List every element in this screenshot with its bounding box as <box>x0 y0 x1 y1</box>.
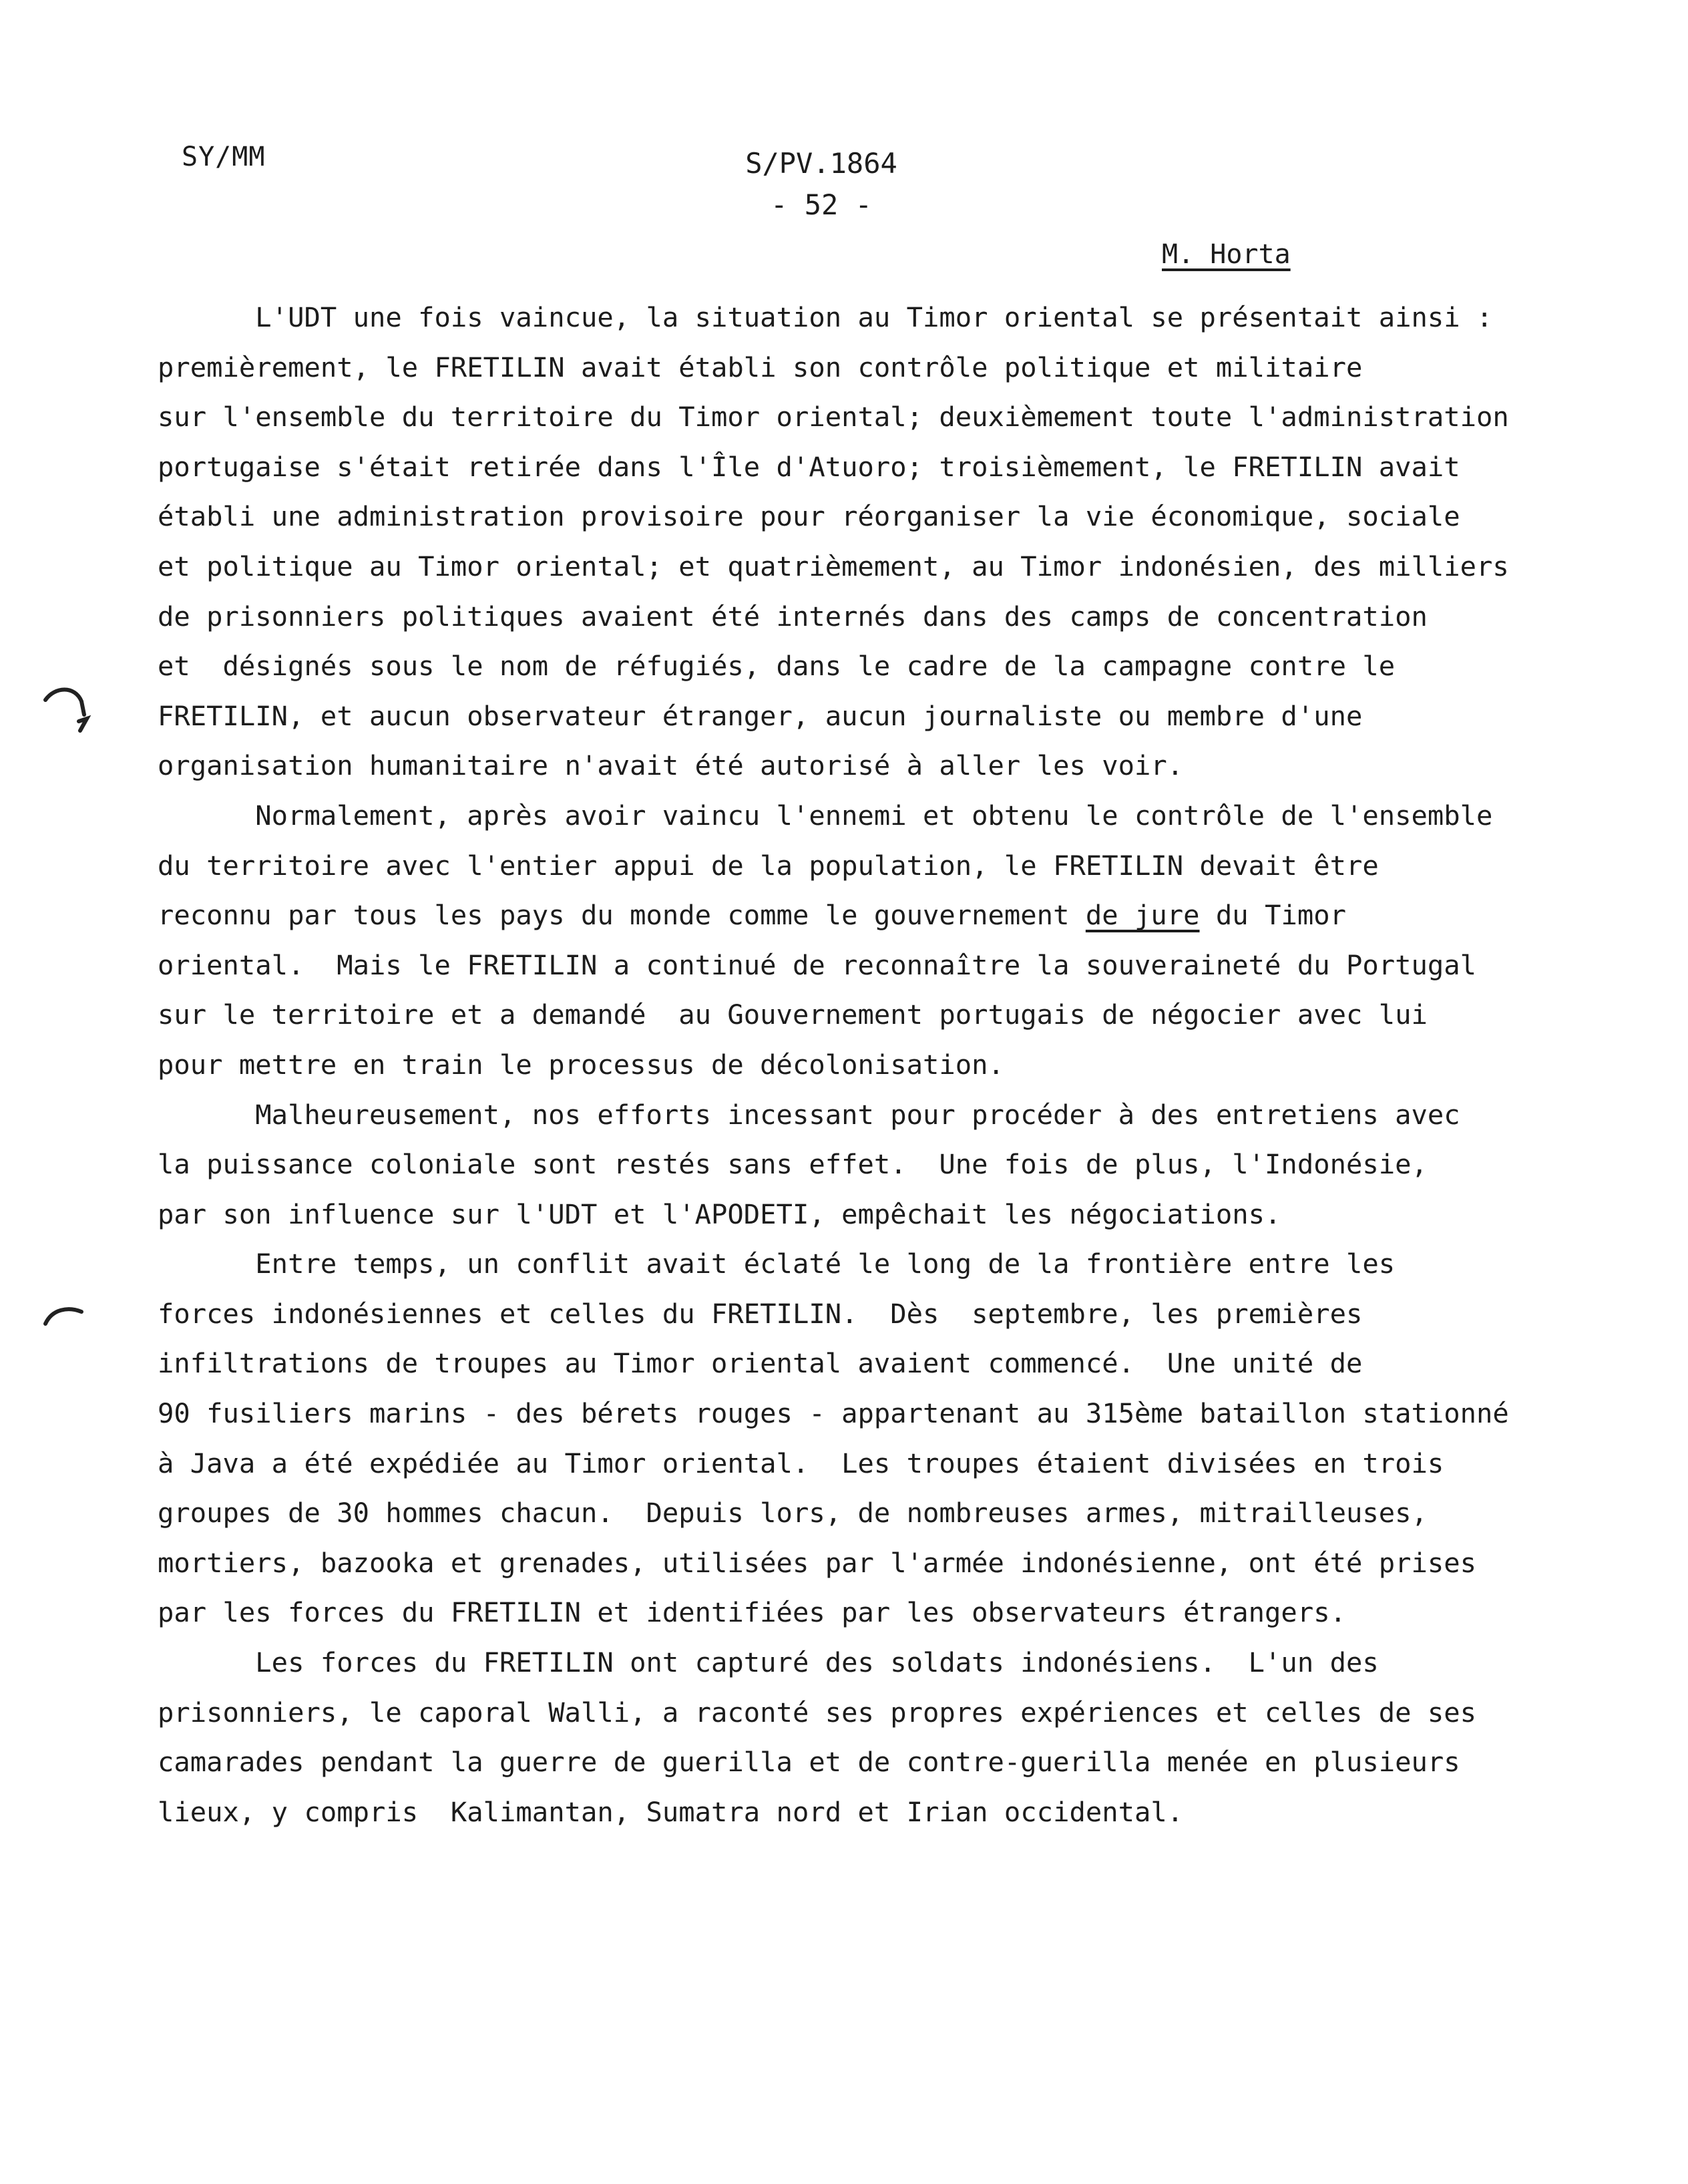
body-text <box>158 293 1560 1837</box>
text-line: sur l'ensemble du territoire du Timor oriental; deuxièmement toute l'administration <box>158 401 1509 433</box>
text-line: Entre temps, un conflit avait éclaté le long de la frontière entre les <box>158 1248 1396 1280</box>
text-line: prisonniers, le caporal Walli, a raconté ses propres expériences et celles de ses <box>158 1696 1477 1728</box>
initials: SY/MM <box>182 142 266 172</box>
margin-bracket-mark-top <box>40 681 93 741</box>
page-number: - 52 - <box>771 188 872 221</box>
text-line: forces indonésiennes et celles du FRETILIN. Dès septembre, les premières <box>158 1297 1363 1330</box>
underlined-term: de jure <box>1085 899 1200 932</box>
text-line: premièrement, le FRETILIN avait établi son contrôle politique et militaire <box>158 351 1363 383</box>
text-line: sur le territoire et a demandé au Gouvernement portugais de négocier avec lui <box>158 998 1428 1031</box>
text-line: de prisonniers politiques avaient été internés dans des camps de concentration <box>158 600 1428 632</box>
text-line: portugaise s'était retirée dans l'Île d'Atuoro; troisièmement, le FRETILIN avait <box>158 450 1460 483</box>
text-line: du territoire avec l'entier appui de la population, le FRETILIN devait être <box>158 849 1379 882</box>
text-line: par son influence sur l'UDT et l'APODETI, empêchait les négociations. <box>158 1198 1281 1230</box>
page-header <box>721 143 921 226</box>
text-line: 90 fusiliers marins - des bérets rouges - appartenant au 315ème bataillon stationné <box>158 1397 1509 1430</box>
text-line-with-emphasis <box>158 890 1560 940</box>
text-line: organisation humanitaire n'avait été autorisé à aller les voir. <box>158 749 1184 782</box>
text-line: pour mettre en train le processus de décolonisation. <box>158 1048 1004 1081</box>
text-line: infiltrations de troupes au Timor oriental avaient commencé. Une unité de <box>158 1347 1363 1380</box>
text-line: à Java a été expédiée au Timor oriental. Les troupes étaient divisées en trois <box>158 1447 1444 1479</box>
speaker-name: M. Horta <box>1162 239 1291 270</box>
text-line: par les forces du FRETILIN et identifiées par les observateurs étrangers. <box>158 1596 1346 1629</box>
text-segment: reconnu par tous les pays du monde comme le gouvernement <box>158 899 1086 932</box>
text-line: et politique au Timor oriental; et quatrièmement, au Timor indonésien, des milliers <box>158 550 1509 582</box>
text-line: Les forces du FRETILIN ont capturé des soldats indonésiens. L'un des <box>158 1646 1379 1679</box>
text-line: lieux, y compris Kalimantan, Sumatra nord et Irian occidental. <box>158 1795 1184 1828</box>
text-line: camarades pendant la guerre de guerilla et de contre-guerilla menée en plusieurs <box>158 1746 1460 1779</box>
margin-bracket-mark-bottom <box>40 1297 93 1337</box>
text-line: Normalement, après avoir vaincu l'ennemi et obtenu le contrôle de l'ensemble <box>158 799 1493 832</box>
document-symbol: S/PV.1864 <box>745 147 897 180</box>
text-line: la puissance coloniale sont restés sans effet. Une fois de plus, l'Indonésie, <box>158 1148 1428 1181</box>
text-line: Malheureusement, nos efforts incessant pour procéder à des entretiens avec <box>158 1098 1460 1131</box>
text-line: FRETILIN, et aucun observateur étranger, aucun journaliste ou membre d'une <box>158 699 1363 732</box>
text-segment: du Timor <box>1199 899 1346 932</box>
text-line: groupes de 30 hommes chacun. Depuis lors, de nombreuses armes, mitrailleuses, <box>158 1497 1428 1529</box>
text-line: et désignés sous le nom de réfugiés, dans le cadre de la campagne contre le <box>158 650 1396 683</box>
text-line: mortiers, bazooka et grenades, utilisées par l'armée indonésienne, ont été prises <box>158 1546 1477 1579</box>
text-line: L'UDT une fois vaincue, la situation au Timor oriental se présentait ainsi : <box>158 301 1493 333</box>
text-line: établi une administration provisoire pour réorganiser la vie économique, sociale <box>158 500 1460 533</box>
text-line: oriental. Mais le FRETILIN a continué de reconnaître la souveraineté du Portugal <box>158 948 1477 981</box>
